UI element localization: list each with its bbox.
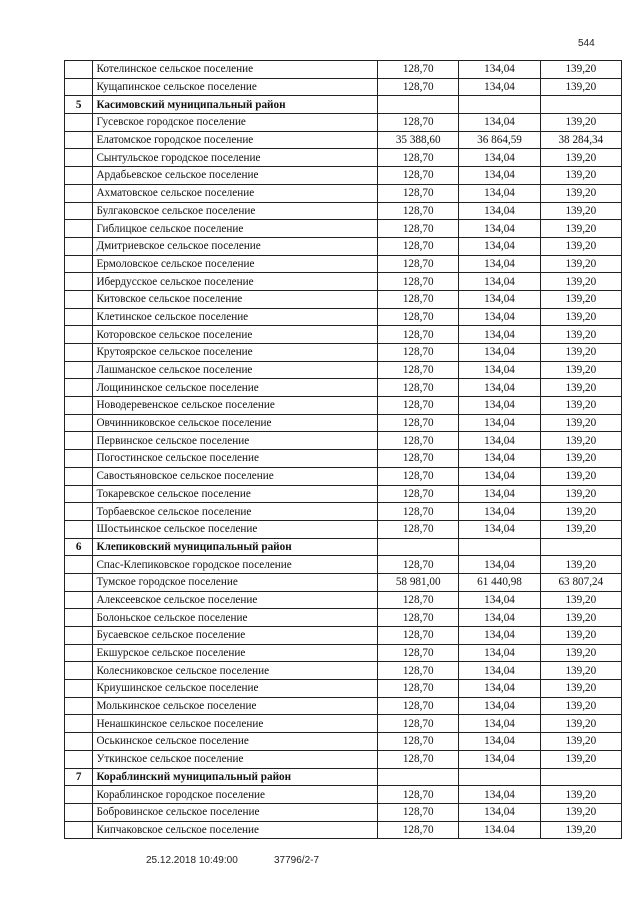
row-number-cell [65,750,93,768]
value-cell-2: 134,04 [459,397,540,415]
value-cell-3: 139,20 [540,467,621,485]
value-cell-2: 134,04 [459,786,540,804]
row-number-cell [65,326,93,344]
value-cell-2: 134,04 [459,733,540,751]
value-cell-1: 128,70 [378,237,459,255]
value-cell-3 [540,96,621,114]
row-number-cell [65,149,93,167]
row-number-cell [65,361,93,379]
row-number-cell [65,397,93,415]
row-number-cell [65,114,93,132]
value-cell-1: 128,70 [378,414,459,432]
value-cell-1: 128,70 [378,61,459,79]
settlement-name-cell: Лашманское сельское поселение [93,361,378,379]
value-cell-2: 134,04 [459,61,540,79]
row-number-cell: 7 [65,768,93,786]
value-cell-2: 134,04 [459,591,540,609]
table-row [65,397,622,415]
value-cell-3: 139,20 [540,662,621,680]
value-cell-1: 128,70 [378,308,459,326]
settlement-name-cell: Гусевское городское поселение [93,114,378,132]
settlement-name-cell: Овчинниковское сельское поселение [93,414,378,432]
value-cell-3: 139,20 [540,821,621,839]
value-cell-3: 139,20 [540,627,621,645]
settlement-name-cell: Токаревское сельское поселение [93,485,378,503]
settlement-name-cell: Оськинское сельское поселение [93,733,378,751]
value-cell-2: 134,04 [459,114,540,132]
value-cell-3: 139,20 [540,414,621,432]
row-number-cell: 6 [65,538,93,556]
settlement-name-cell: Клепиковский муниципальный район [93,538,378,556]
table-row [65,750,622,768]
value-cell-3: 139,20 [540,78,621,96]
value-cell-3: 139,20 [540,803,621,821]
value-cell-3: 139,20 [540,220,621,238]
value-cell-1: 128,70 [378,591,459,609]
value-cell-2: 134,04 [459,220,540,238]
row-number-cell [65,237,93,255]
value-cell-1: 128,70 [378,467,459,485]
value-cell-3: 139,20 [540,591,621,609]
table-row [65,503,622,521]
row-number-cell [65,131,93,149]
value-cell-3: 139,20 [540,114,621,132]
table-row [65,467,622,485]
row-number-cell [65,290,93,308]
settlement-name-cell: Сынтульское городское поселение [93,149,378,167]
table-row [65,432,622,450]
settlement-name-cell: Ибердусское сельское поселение [93,273,378,291]
row-number-cell [65,273,93,291]
value-cell-1: 128,70 [378,255,459,273]
settlements-table [64,60,622,839]
value-cell-3: 139,20 [540,733,621,751]
value-cell-2: 134,04 [459,308,540,326]
value-cell-1: 128,70 [378,361,459,379]
value-cell-1: 128,70 [378,379,459,397]
table-row [65,733,622,751]
row-number-cell: 5 [65,96,93,114]
settlement-name-cell: Тумское городское поселение [93,573,378,591]
value-cell-2: 134,04 [459,520,540,538]
value-cell-1: 128,70 [378,662,459,680]
table-row [65,609,622,627]
district-row [65,538,622,556]
value-cell-3: 139,20 [540,61,621,79]
row-number-cell [65,467,93,485]
value-cell-2 [459,96,540,114]
value-cell-3: 139,20 [540,290,621,308]
settlement-name-cell: Кипчаковское сельское поселение [93,821,378,839]
value-cell-1: 128,70 [378,503,459,521]
value-cell-2: 36 864,59 [459,131,540,149]
settlement-name-cell: Кораблинское городское поселение [93,786,378,804]
value-cell-3: 139,20 [540,361,621,379]
value-cell-1: 128,70 [378,78,459,96]
value-cell-2 [459,538,540,556]
row-number-cell [65,184,93,202]
settlement-name-cell: Кущапинское сельское поселение [93,78,378,96]
settlement-name-cell: Ермоловское сельское поселение [93,255,378,273]
row-number-cell [65,167,93,185]
table-row [65,697,622,715]
row-number-cell [65,644,93,662]
value-cell-1: 128,70 [378,432,459,450]
settlement-name-cell: Лощининское сельское поселение [93,379,378,397]
value-cell-3: 139,20 [540,715,621,733]
table-row [65,379,622,397]
row-number-cell [65,573,93,591]
settlement-name-cell: Болоньское сельское поселение [93,609,378,627]
value-cell-3: 139,20 [540,556,621,574]
row-number-cell [65,308,93,326]
value-cell-3: 139,20 [540,503,621,521]
settlement-name-cell: Кораблинский муниципальный район [93,768,378,786]
row-number-cell [65,627,93,645]
table-row [65,131,622,149]
row-number-cell [65,379,93,397]
table-row [65,627,622,645]
value-cell-2: 134,04 [459,149,540,167]
table-row [65,680,622,698]
value-cell-1: 128,70 [378,644,459,662]
row-number-cell [65,414,93,432]
value-cell-1: 128,70 [378,715,459,733]
row-number-cell [65,485,93,503]
district-row [65,96,622,114]
row-number-cell [65,662,93,680]
value-cell-3: 139,20 [540,379,621,397]
row-number-cell [65,786,93,804]
value-cell-3: 139,20 [540,520,621,538]
value-cell-2: 134,04 [459,379,540,397]
table-row [65,786,622,804]
table-row [65,344,622,362]
table-row [65,290,622,308]
settlement-name-cell: Дмитриевское сельское поселение [93,237,378,255]
value-cell-3: 139,20 [540,697,621,715]
row-number-cell [65,432,93,450]
footer-timestamp: 25.12.2018 10:49:00 [146,855,238,866]
value-cell-2 [459,768,540,786]
row-number-cell [65,715,93,733]
table-row [65,715,622,733]
value-cell-1: 128,70 [378,609,459,627]
value-cell-2: 134.04 [459,821,540,839]
table-row [65,644,622,662]
value-cell-1: 128,70 [378,450,459,468]
settlement-name-cell: Колесниковское сельское поселение [93,662,378,680]
table-row [65,821,622,839]
value-cell-2: 134,04 [459,255,540,273]
value-cell-1: 35 388,60 [378,131,459,149]
value-cell-2: 134,04 [459,78,540,96]
value-cell-2: 134,04 [459,432,540,450]
value-cell-2: 61 440,98 [459,573,540,591]
value-cell-3: 139,20 [540,644,621,662]
settlement-name-cell: Екшурское сельское поселение [93,644,378,662]
row-number-cell [65,591,93,609]
value-cell-3: 139,20 [540,202,621,220]
table-row [65,803,622,821]
row-number-cell [65,821,93,839]
value-cell-2: 134,04 [459,662,540,680]
value-cell-2: 134,04 [459,803,540,821]
value-cell-2: 134,04 [459,467,540,485]
table-row [65,361,622,379]
table-row [65,273,622,291]
table-row [65,61,622,79]
value-cell-2: 134,04 [459,361,540,379]
settlement-name-cell: Торбаевское сельское поселение [93,503,378,521]
table-row [65,308,622,326]
table-row [65,450,622,468]
settlement-name-cell: Ардабьевское сельское поселение [93,167,378,185]
value-cell-3: 139,20 [540,344,621,362]
table-row [65,220,622,238]
value-cell-3: 139,20 [540,786,621,804]
table-row [65,167,622,185]
value-cell-2: 134,04 [459,503,540,521]
table-row [65,485,622,503]
row-number-cell [65,556,93,574]
value-cell-3: 139,20 [540,184,621,202]
value-cell-1: 128,70 [378,326,459,344]
value-cell-2: 134,04 [459,184,540,202]
value-cell-1: 58 981,00 [378,573,459,591]
settlement-name-cell: Котелинское сельское поселение [93,61,378,79]
settlement-name-cell: Клетинское сельское поселение [93,308,378,326]
table-row [65,326,622,344]
value-cell-1: 128,70 [378,273,459,291]
table-row [65,414,622,432]
value-cell-1: 128,70 [378,733,459,751]
value-cell-2: 134,04 [459,697,540,715]
table-row [65,237,622,255]
value-cell-2: 134,04 [459,750,540,768]
table-row [65,149,622,167]
settlement-name-cell: Алексеевское сельское поселение [93,591,378,609]
value-cell-3 [540,538,621,556]
settlement-name-cell: Китовское сельское поселение [93,290,378,308]
value-cell-3: 139,20 [540,326,621,344]
value-cell-2: 134,04 [459,344,540,362]
value-cell-2: 134,04 [459,290,540,308]
row-number-cell [65,520,93,538]
value-cell-3: 139,20 [540,750,621,768]
value-cell-1: 128,70 [378,167,459,185]
value-cell-1: 128,70 [378,627,459,645]
value-cell-2: 134,04 [459,680,540,698]
settlement-name-cell: Погостинское сельское поселение [93,450,378,468]
value-cell-1 [378,768,459,786]
value-cell-2: 134,04 [459,167,540,185]
settlement-name-cell: Гиблицкое сельское поселение [93,220,378,238]
table-row [65,662,622,680]
value-cell-2: 134,04 [459,202,540,220]
value-cell-3: 139,20 [540,149,621,167]
settlement-name-cell: Бусаевское сельское поселение [93,627,378,645]
value-cell-3: 139,20 [540,308,621,326]
value-cell-2: 134,04 [459,485,540,503]
value-cell-2: 134,04 [459,609,540,627]
value-cell-3: 139,20 [540,237,621,255]
row-number-cell [65,220,93,238]
value-cell-2: 134,04 [459,237,540,255]
value-cell-2: 134,04 [459,326,540,344]
value-cell-1: 128,70 [378,821,459,839]
value-cell-3: 139,20 [540,255,621,273]
row-number-cell [65,609,93,627]
value-cell-3: 139,20 [540,450,621,468]
settlement-name-cell: Новодеревенское сельское поселение [93,397,378,415]
value-cell-1: 128,70 [378,202,459,220]
settlement-name-cell: Шостьинское сельское поселение [93,520,378,538]
value-cell-3: 38 284,34 [540,131,621,149]
value-cell-3: 139,20 [540,167,621,185]
value-cell-3: 139,20 [540,397,621,415]
value-cell-1: 128,70 [378,290,459,308]
settlement-name-cell: Молькинское сельское поселение [93,697,378,715]
settlement-name-cell: Касимовский муниципальный район [93,96,378,114]
value-cell-1: 128,70 [378,680,459,698]
row-number-cell [65,61,93,79]
settlement-name-cell: Елатомское городское поселение [93,131,378,149]
value-cell-3: 139,20 [540,273,621,291]
value-cell-1: 128,70 [378,750,459,768]
table-row [65,78,622,96]
value-cell-1: 128,70 [378,220,459,238]
value-cell-1: 128,70 [378,184,459,202]
settlement-name-cell: Ненашкинское сельское поселение [93,715,378,733]
value-cell-3: 139,20 [540,485,621,503]
value-cell-3: 139,20 [540,609,621,627]
value-cell-1: 128,70 [378,786,459,804]
value-cell-2: 134,04 [459,414,540,432]
table-row [65,202,622,220]
page-number: 544 [578,38,595,49]
row-number-cell [65,202,93,220]
row-number-cell [65,78,93,96]
value-cell-2: 134,04 [459,715,540,733]
row-number-cell [65,450,93,468]
row-number-cell [65,733,93,751]
value-cell-2: 134,04 [459,627,540,645]
table-row [65,255,622,273]
row-number-cell [65,803,93,821]
settlement-name-cell: Бобровинское сельское поселение [93,803,378,821]
settlement-name-cell: Уткинское сельское поселение [93,750,378,768]
value-cell-1: 128,70 [378,397,459,415]
settlement-name-cell: Криушинское сельское поселение [93,680,378,698]
value-cell-1: 128,70 [378,485,459,503]
settlement-name-cell: Булгаковское сельское поселение [93,202,378,220]
settlement-name-cell: Савостьяновское сельское поселение [93,467,378,485]
settlement-name-cell: Ахматовское сельское поселение [93,184,378,202]
table-row [65,520,622,538]
settlement-name-cell: Первинское сельское поселение [93,432,378,450]
row-number-cell [65,255,93,273]
value-cell-2: 134,04 [459,644,540,662]
district-row [65,768,622,786]
value-cell-1: 128,70 [378,556,459,574]
row-number-cell [65,680,93,698]
value-cell-3: 139,20 [540,432,621,450]
table-row [65,573,622,591]
table-row [65,184,622,202]
row-number-cell [65,503,93,521]
settlement-name-cell: Спас-Клепиковское городское поселение [93,556,378,574]
value-cell-1: 128,70 [378,149,459,167]
value-cell-1: 128,70 [378,803,459,821]
value-cell-2: 134,04 [459,273,540,291]
value-cell-2: 134,04 [459,450,540,468]
row-number-cell [65,697,93,715]
value-cell-1: 128,70 [378,114,459,132]
footer-doc-code: 37796/2-7 [274,855,320,866]
value-cell-1: 128,70 [378,520,459,538]
value-cell-1: 128,70 [378,344,459,362]
value-cell-3: 139,20 [540,680,621,698]
value-cell-1 [378,538,459,556]
value-cell-1: 128,70 [378,697,459,715]
value-cell-1 [378,96,459,114]
value-cell-3 [540,768,621,786]
settlement-name-cell: Крутоярское сельское поселение [93,344,378,362]
table-row [65,591,622,609]
settlement-name-cell: Которовское сельское поселение [93,326,378,344]
value-cell-2: 134,04 [459,556,540,574]
table-row [65,556,622,574]
value-cell-3: 63 807,24 [540,573,621,591]
row-number-cell [65,344,93,362]
table-row [65,114,622,132]
table-body [65,61,622,839]
